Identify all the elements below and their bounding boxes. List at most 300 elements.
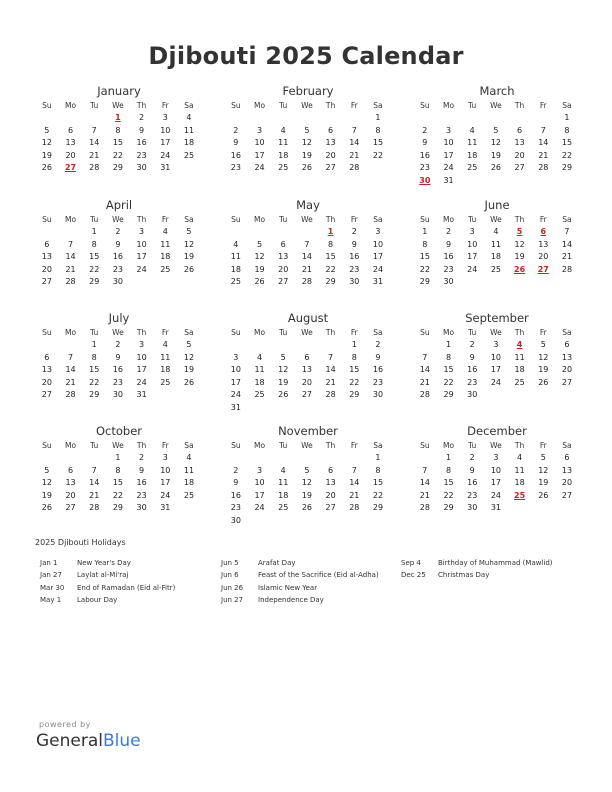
day-cell[interactable]: 22 [89,377,100,387]
day-cell[interactable]: 17 [230,377,241,387]
day-cell[interactable]: 22 [89,264,100,274]
day-cell[interactable]: 22 [372,490,384,500]
day-cell[interactable]: 5 [280,352,286,362]
day-cell[interactable]: 15 [443,365,454,375]
day-cell[interactable]: 8 [91,352,97,362]
day-cell[interactable]: 7 [540,125,546,135]
day-cell[interactable]: 11 [278,478,289,488]
day-cell[interactable]: 21 [419,490,430,500]
day-cell[interactable]: 29 [325,277,336,287]
day-cell[interactable]: 2 [233,465,239,475]
day-cell[interactable]: 16 [136,478,147,488]
day-cell[interactable]: 4 [280,125,286,135]
day-cell[interactable]: 15 [419,252,430,262]
day-cell[interactable]: 16 [419,150,430,160]
day-cell[interactable]: 9 [351,239,357,249]
day-cell[interactable]: 25 [183,150,195,160]
day-cell[interactable]: 13 [561,465,573,475]
day-cell[interactable]: 24 [160,490,171,500]
day-cell[interactable]: 19 [490,150,501,160]
day-cell[interactable]: 19 [301,150,312,160]
day-cell[interactable]: 6 [517,125,523,135]
day-cell[interactable]: 13 [65,478,76,488]
day-cell[interactable]: 15 [372,478,384,488]
day-cell[interactable]: 21 [349,150,360,160]
day-cell[interactable]: 3 [162,113,168,122]
day-cell[interactable]: 4 [493,227,499,236]
day-cell[interactable]: 18 [514,365,525,375]
day-cell[interactable]: 24 [136,377,147,387]
day-cell[interactable]: 30 [136,503,147,513]
day-cell[interactable]: 25 [514,377,525,387]
day-cell[interactable]: 21 [301,264,312,274]
day-cell[interactable]: 28 [419,390,430,400]
day-cell[interactable]: 8 [115,465,121,475]
day-cell[interactable]: 28 [349,163,360,173]
day-cell[interactable]: 23 [230,163,241,173]
day-cell[interactable]: 5 [493,125,499,135]
day-cell[interactable]: 6 [564,340,570,349]
day-cell[interactable]: 24 [254,163,265,173]
day-cell[interactable]: 1 [445,453,452,462]
day-cell[interactable]: 14 [419,478,430,488]
day-cell[interactable]: 5 [44,465,50,475]
day-cell[interactable]: 31 [490,503,501,513]
day-cell[interactable]: 31 [230,402,241,412]
day-cell[interactable]: 19 [278,377,289,387]
day-cell[interactable]: 26 [41,163,52,173]
day-cell[interactable]: 10 [160,465,171,475]
day-cell[interactable]: 26 [301,163,312,173]
day-cell[interactable]: 7 [91,125,97,135]
day-cell[interactable]: 28 [419,503,430,513]
day-cell[interactable]: 28 [89,503,100,513]
day-cell[interactable]: 14 [65,365,76,375]
day-cell[interactable]: 1 [91,227,97,236]
day-cell[interactable]: 13 [538,239,549,249]
day-cell[interactable]: 31 [443,175,454,185]
day-cell[interactable]: 10 [136,352,147,362]
day-cell[interactable]: 15 [89,365,100,375]
day-cell[interactable]: 13 [561,352,573,362]
day-cell[interactable]: 5 [540,340,546,349]
day-cell[interactable]: 30 [230,515,241,525]
day-cell[interactable]: 30 [372,390,384,400]
day-cell[interactable]: 10 [254,478,265,488]
holiday-day-cell[interactable]: 1 [115,113,121,122]
day-cell[interactable]: 13 [41,365,52,375]
day-cell[interactable]: 9 [469,352,475,362]
day-cell[interactable]: 6 [67,125,74,135]
holiday-day-cell[interactable]: 27 [537,264,549,274]
day-cell[interactable]: 12 [183,352,195,362]
holiday-day-cell[interactable]: 30 [419,175,431,185]
day-cell[interactable]: 19 [183,365,195,375]
day-cell[interactable]: 24 [136,264,147,274]
day-cell[interactable]: 24 [372,264,384,274]
day-cell[interactable]: 17 [160,138,171,148]
day-cell[interactable]: 24 [160,150,171,160]
day-cell[interactable]: 29 [372,503,384,513]
day-cell[interactable]: 13 [325,478,336,488]
day-cell[interactable]: 31 [160,503,171,513]
day-cell[interactable]: 20 [325,490,336,500]
day-cell[interactable]: 25 [254,390,265,400]
day-cell[interactable]: 19 [41,150,52,160]
day-cell[interactable]: 23 [136,150,147,160]
day-cell[interactable]: 19 [254,264,265,274]
day-cell[interactable]: 5 [256,239,263,249]
day-cell[interactable]: 27 [514,163,525,173]
day-cell[interactable]: 28 [301,277,312,287]
day-cell[interactable]: 8 [375,465,381,475]
day-cell[interactable]: 4 [256,352,263,362]
day-cell[interactable]: 11 [160,239,171,249]
day-cell[interactable]: 8 [445,465,452,475]
day-cell[interactable]: 25 [467,163,478,173]
day-cell[interactable]: 27 [41,390,52,400]
day-cell[interactable]: 28 [89,163,100,173]
day-cell[interactable]: 8 [351,352,357,362]
day-cell[interactable]: 3 [493,340,499,349]
day-cell[interactable]: 8 [445,352,452,362]
day-cell[interactable]: 13 [65,138,76,148]
day-cell[interactable]: 19 [514,252,525,262]
day-cell[interactable]: 14 [349,478,360,488]
day-cell[interactable]: 3 [139,227,145,236]
day-cell[interactable]: 14 [561,239,573,249]
day-cell[interactable]: 17 [467,252,478,262]
day-cell[interactable]: 16 [136,138,147,148]
day-cell[interactable]: 13 [41,252,52,262]
day-cell[interactable]: 18 [183,138,195,148]
day-cell[interactable]: 27 [325,503,336,513]
day-cell[interactable]: 26 [183,264,195,274]
day-cell[interactable]: 10 [230,365,241,375]
day-cell[interactable]: 7 [67,352,74,362]
day-cell[interactable]: 22 [561,150,573,160]
day-cell[interactable]: 7 [67,239,74,249]
day-cell[interactable]: 10 [136,239,147,249]
day-cell[interactable]: 10 [254,138,265,148]
day-cell[interactable]: 9 [375,352,381,362]
day-cell[interactable]: 9 [469,465,475,475]
day-cell[interactable]: 15 [89,252,100,262]
day-cell[interactable]: 6 [328,125,334,135]
day-cell[interactable]: 15 [372,138,384,148]
day-cell[interactable]: 15 [443,478,454,488]
day-cell[interactable]: 26 [538,377,549,387]
day-cell[interactable]: 30 [136,163,147,173]
day-cell[interactable]: 25 [278,503,289,513]
day-cell[interactable]: 4 [162,227,168,236]
day-cell[interactable]: 15 [561,138,573,148]
day-cell[interactable]: 9 [422,138,428,148]
day-cell[interactable]: 23 [467,490,478,500]
day-cell[interactable]: 29 [561,163,573,173]
day-cell[interactable]: 21 [89,490,100,500]
day-cell[interactable]: 3 [233,352,239,362]
day-cell[interactable]: 12 [254,252,265,262]
day-cell[interactable]: 17 [254,150,265,160]
day-cell[interactable]: 24 [490,377,501,387]
day-cell[interactable]: 3 [493,453,499,462]
day-cell[interactable]: 31 [160,163,171,173]
day-cell[interactable]: 1 [115,453,121,462]
day-cell[interactable]: 27 [325,163,336,173]
day-cell[interactable]: 8 [564,125,570,135]
day-cell[interactable]: 30 [467,503,478,513]
day-cell[interactable]: 18 [278,150,289,160]
day-cell[interactable]: 9 [233,138,239,148]
day-cell[interactable]: 9 [115,239,121,249]
holiday-day-cell[interactable]: 25 [514,490,526,500]
day-cell[interactable]: 14 [325,365,336,375]
day-cell[interactable]: 11 [514,465,525,475]
day-cell[interactable]: 20 [65,150,76,160]
day-cell[interactable]: 26 [41,503,52,513]
day-cell[interactable]: 17 [443,150,454,160]
day-cell[interactable]: 9 [233,478,239,488]
day-cell[interactable]: 11 [278,138,289,148]
day-cell[interactable]: 1 [422,227,428,236]
day-cell[interactable]: 10 [467,239,478,249]
day-cell[interactable]: 8 [115,125,121,135]
day-cell[interactable]: 23 [112,264,123,274]
day-cell[interactable]: 26 [183,377,195,387]
day-cell[interactable]: 18 [467,150,478,160]
day-cell[interactable]: 20 [325,150,336,160]
day-cell[interactable]: 3 [469,227,475,236]
day-cell[interactable]: 6 [44,239,50,249]
day-cell[interactable]: 4 [280,465,286,475]
day-cell[interactable]: 20 [514,150,525,160]
day-cell[interactable]: 22 [419,264,430,274]
day-cell[interactable]: 24 [467,264,478,274]
day-cell[interactable]: 13 [278,252,289,262]
day-cell[interactable]: 2 [139,113,145,122]
day-cell[interactable]: 29 [89,390,100,400]
day-cell[interactable]: 5 [304,125,310,135]
day-cell[interactable]: 4 [186,113,192,122]
day-cell[interactable]: 1 [91,340,97,349]
day-cell[interactable]: 18 [254,377,265,387]
day-cell[interactable]: 17 [372,252,384,262]
day-cell[interactable]: 28 [538,163,549,173]
day-cell[interactable]: 31 [136,390,147,400]
day-cell[interactable]: 29 [112,163,123,173]
day-cell[interactable]: 2 [469,340,475,349]
holiday-day-cell[interactable]: 6 [540,227,547,236]
holiday-day-cell[interactable]: 27 [64,163,77,173]
day-cell[interactable]: 25 [490,264,501,274]
day-cell[interactable]: 1 [445,340,452,349]
day-cell[interactable]: 7 [91,465,97,475]
day-cell[interactable]: 18 [278,490,289,500]
day-cell[interactable]: 12 [538,465,549,475]
day-cell[interactable]: 30 [467,390,478,400]
day-cell[interactable]: 12 [538,352,549,362]
day-cell[interactable]: 14 [538,138,549,148]
day-cell[interactable]: 14 [65,252,76,262]
day-cell[interactable]: 11 [230,252,241,262]
day-cell[interactable]: 25 [230,277,241,287]
day-cell[interactable]: 11 [254,365,265,375]
day-cell[interactable]: 10 [490,352,501,362]
day-cell[interactable]: 17 [160,478,171,488]
day-cell[interactable]: 12 [41,478,52,488]
day-cell[interactable]: 3 [256,465,263,475]
day-cell[interactable]: 16 [112,252,123,262]
day-cell[interactable]: 31 [372,277,384,287]
day-cell[interactable]: 10 [160,125,171,135]
day-cell[interactable]: 26 [538,490,549,500]
day-cell[interactable]: 29 [89,277,100,287]
day-cell[interactable]: 21 [89,150,100,160]
day-cell[interactable]: 28 [65,390,76,400]
day-cell[interactable]: 12 [278,365,289,375]
day-cell[interactable]: 2 [351,227,357,236]
day-cell[interactable]: 1 [375,113,381,122]
day-cell[interactable]: 3 [445,125,452,135]
day-cell[interactable]: 24 [490,490,501,500]
day-cell[interactable]: 1 [375,453,381,462]
day-cell[interactable]: 30 [443,277,454,287]
day-cell[interactable]: 21 [65,377,76,387]
day-cell[interactable]: 11 [490,239,501,249]
day-cell[interactable]: 2 [422,125,428,135]
day-cell[interactable]: 14 [89,478,100,488]
day-cell[interactable]: 9 [139,465,145,475]
day-cell[interactable]: 9 [115,352,121,362]
day-cell[interactable]: 13 [325,138,336,148]
day-cell[interactable]: 13 [514,138,525,148]
day-cell[interactable]: 11 [183,125,195,135]
day-cell[interactable]: 22 [112,150,123,160]
day-cell[interactable]: 17 [136,252,147,262]
day-cell[interactable]: 21 [65,264,76,274]
day-cell[interactable]: 27 [301,390,312,400]
day-cell[interactable]: 25 [278,163,289,173]
day-cell[interactable]: 26 [254,277,265,287]
day-cell[interactable]: 28 [65,277,76,287]
day-cell[interactable]: 18 [490,252,501,262]
day-cell[interactable]: 19 [538,478,549,488]
day-cell[interactable]: 20 [41,377,52,387]
day-cell[interactable]: 12 [490,138,501,148]
day-cell[interactable]: 15 [112,138,123,148]
day-cell[interactable]: 4 [233,239,239,249]
day-cell[interactable]: 6 [328,465,334,475]
day-cell[interactable]: 20 [561,478,573,488]
day-cell[interactable]: 3 [139,340,145,349]
day-cell[interactable]: 2 [375,340,381,349]
day-cell[interactable]: 12 [183,239,195,249]
day-cell[interactable]: 30 [112,390,123,400]
day-cell[interactable]: 10 [443,138,454,148]
day-cell[interactable]: 22 [325,264,336,274]
day-cell[interactable]: 3 [375,227,381,236]
day-cell[interactable]: 5 [304,465,310,475]
day-cell[interactable]: 28 [561,264,573,274]
day-cell[interactable]: 12 [301,138,312,148]
day-cell[interactable]: 6 [44,352,50,362]
day-cell[interactable]: 28 [349,503,360,513]
holiday-day-cell[interactable]: 26 [514,264,526,274]
day-cell[interactable]: 15 [112,478,123,488]
day-cell[interactable]: 5 [186,340,192,349]
day-cell[interactable]: 23 [136,490,147,500]
day-cell[interactable]: 16 [112,365,123,375]
day-cell[interactable]: 18 [160,252,171,262]
day-cell[interactable]: 30 [112,277,123,287]
day-cell[interactable]: 18 [160,365,171,375]
day-cell[interactable]: 4 [469,125,475,135]
day-cell[interactable]: 19 [301,490,312,500]
day-cell[interactable]: 22 [443,377,454,387]
day-cell[interactable]: 23 [349,264,360,274]
day-cell[interactable]: 16 [467,478,478,488]
day-cell[interactable]: 23 [112,377,123,387]
day-cell[interactable]: 16 [467,365,478,375]
day-cell[interactable]: 11 [183,465,195,475]
day-cell[interactable]: 27 [41,277,52,287]
day-cell[interactable]: 25 [160,264,171,274]
day-cell[interactable]: 22 [112,490,123,500]
day-cell[interactable]: 26 [301,503,312,513]
day-cell[interactable]: 18 [230,264,241,274]
day-cell[interactable]: 14 [89,138,100,148]
day-cell[interactable]: 7 [351,465,357,475]
day-cell[interactable]: 16 [443,252,454,262]
day-cell[interactable]: 2 [115,227,121,236]
day-cell[interactable]: 26 [278,390,289,400]
day-cell[interactable]: 14 [349,138,360,148]
day-cell[interactable]: 29 [443,390,454,400]
day-cell[interactable]: 18 [514,478,525,488]
day-cell[interactable]: 17 [136,365,147,375]
day-cell[interactable]: 20 [65,490,76,500]
day-cell[interactable]: 21 [538,150,549,160]
day-cell[interactable]: 6 [280,239,286,249]
day-cell[interactable]: 20 [301,377,312,387]
day-cell[interactable]: 11 [467,138,478,148]
day-cell[interactable]: 19 [183,252,195,262]
day-cell[interactable]: 24 [254,503,265,513]
day-cell[interactable]: 8 [91,239,97,249]
day-cell[interactable]: 4 [186,453,192,462]
day-cell[interactable]: 20 [278,264,289,274]
day-cell[interactable]: 24 [443,163,454,173]
day-cell[interactable]: 24 [230,390,241,400]
day-cell[interactable]: 19 [538,365,549,375]
day-cell[interactable]: 3 [256,125,263,135]
day-cell[interactable]: 7 [328,352,334,362]
day-cell[interactable]: 7 [304,239,310,249]
day-cell[interactable]: 10 [490,465,501,475]
day-cell[interactable]: 6 [564,453,570,462]
day-cell[interactable]: 22 [372,150,384,160]
day-cell[interactable]: 23 [419,163,430,173]
day-cell[interactable]: 4 [517,453,523,462]
day-cell[interactable]: 2 [139,453,145,462]
day-cell[interactable]: 2 [115,340,121,349]
day-cell[interactable]: 29 [419,277,430,287]
day-cell[interactable]: 19 [41,490,52,500]
day-cell[interactable]: 5 [186,227,192,236]
day-cell[interactable]: 7 [422,465,428,475]
day-cell[interactable]: 23 [467,377,478,387]
